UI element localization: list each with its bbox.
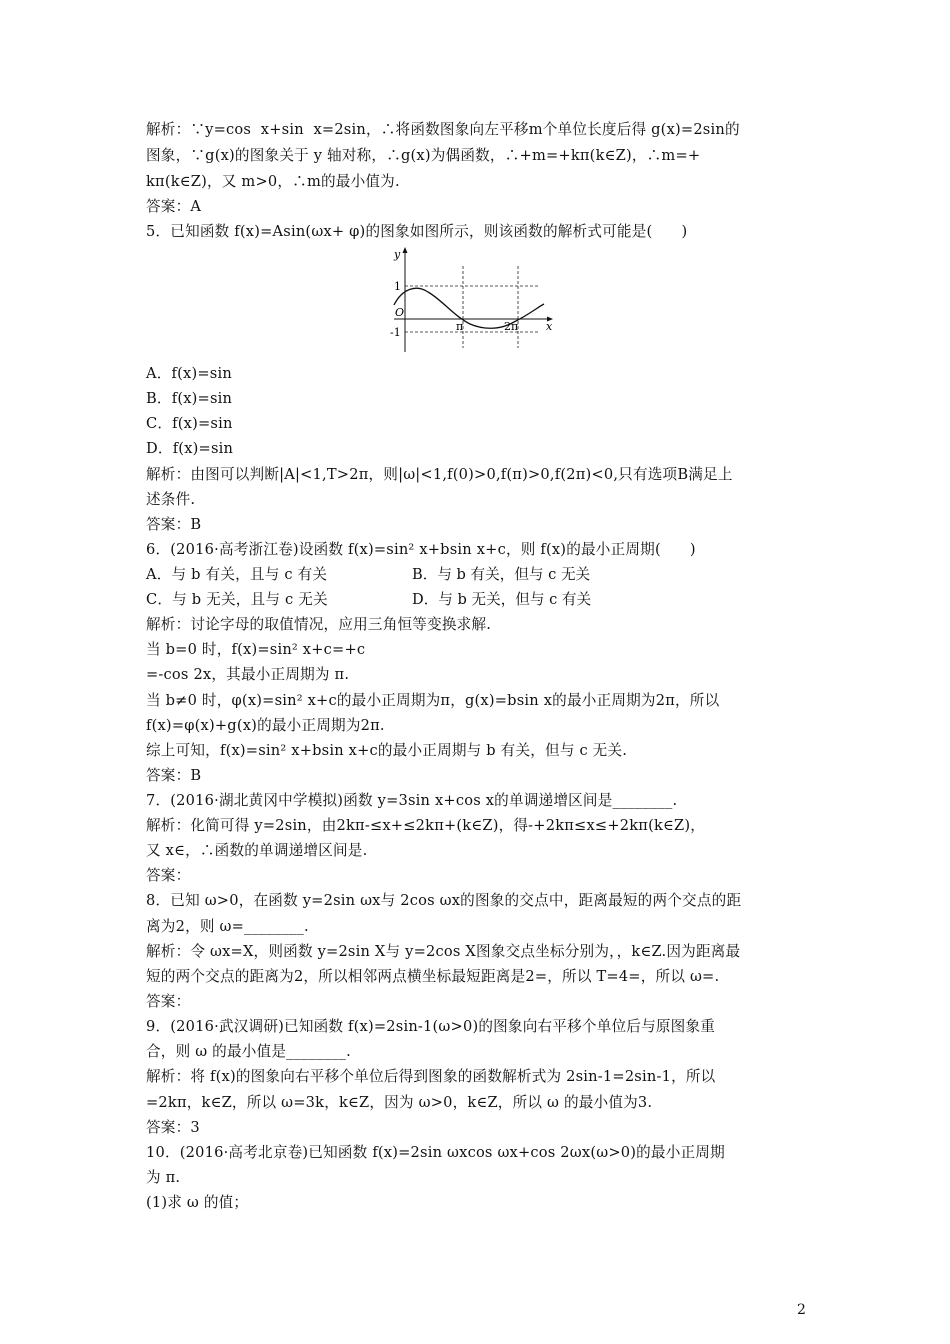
text-line: 图象，∵g(x)的图象关于 y 轴对称，∴g(x)为偶函数，∴+m=+kπ(k∈Z)，∴m=+	[146, 147, 701, 164]
text-line: 又 x∈，∴函数的单调递增区间是.	[146, 842, 368, 859]
question-6: 6．(2016·高考浙江卷)设函数 f(x)=sin² x+bsin x+c，则 f(x)的最小正周期( )	[146, 541, 696, 558]
text-line: 答案：	[146, 867, 191, 884]
text-line: 解析：令 ωx=X，则函数 y=2sin X与 y=2cos X图象交点坐标分别为，，k∈Z.因为距离最	[146, 943, 741, 960]
option-c: C．与 b 无关，且与 c 无关	[146, 591, 328, 608]
sine-curve	[394, 288, 544, 328]
y-axis-label: y	[394, 248, 401, 261]
text-line: 答案：3	[146, 1119, 200, 1136]
question-8: 8．已知 ω>0，在函数 y=2sin ωx与 2cos ωx的图象的交点中，距离最短的两个交点的距	[146, 892, 742, 909]
question-9: 9．(2016·武汉调研)已知函数 f(x)=2sin-1(ω>0)的图象向右平移个单位后与原图象重	[146, 1018, 716, 1035]
text-line: 解析：∵y=cos x+sin x=2sin，∴将函数图象向左平移m个单位长度后得 g(x)=2sin的	[146, 121, 740, 138]
sine-graph-figure	[380, 244, 560, 356]
text-line: (1)求 ω 的值；	[146, 1194, 249, 1211]
page-number: 2	[797, 1302, 806, 1318]
text-line: 合，则 ω 的最小值是________.	[146, 1043, 351, 1060]
text-line: 为 π.	[146, 1169, 181, 1186]
text-line: 答案：B	[146, 516, 202, 533]
option-b: B．f(x)=sin	[146, 390, 233, 407]
x-axis-label: x	[546, 320, 553, 333]
origin-label: O	[395, 306, 405, 319]
question-10: 10．(2016·高考北京卷)已知函数 f(x)=2sin ωxcos ωx+cos 2ωx(ω>0)的最小正周期	[146, 1144, 725, 1161]
text-line: 解析：化简可得 y=2sin，由2kπ-≤x+≤2kπ+(k∈Z)，得-+2kπ≤x≤+2kπ(k∈Z)，	[146, 817, 706, 834]
text-line: 答案：B	[146, 767, 202, 784]
text-line: 答案：	[146, 993, 191, 1010]
question-7: 7．(2016·湖北黄冈中学模拟)函数 y=3sin x+cos x的单调递增区间是________.	[146, 792, 678, 809]
text-line: 当 b≠0 时，φ(x)=sin² x+c的最小正周期为π，g(x)=bsin x的最小正周期为2π，所以	[146, 692, 720, 709]
tick-label-neg-1: -1	[390, 326, 401, 339]
text-line: =2kπ，k∈Z，所以 ω=3k，k∈Z，因为 ω>0，k∈Z，所以 ω 的最小值为3.	[146, 1094, 653, 1111]
text-line: 解析：将 f(x)的图象向右平移个单位后得到图象的函数解析式为 2sin-1=2sin-1，所以	[146, 1068, 716, 1085]
option-d: D．f(x)=sin	[146, 440, 234, 457]
text-line: 答案：A	[146, 198, 202, 215]
option-a: A．与 b 有关，且与 c 有关	[146, 566, 328, 583]
tick-label-2pi: 2π	[504, 320, 519, 333]
option-c: C．f(x)=sin	[146, 415, 233, 432]
option-d: D．与 b 无关，但与 c 有关	[412, 591, 592, 608]
tick-label-pi: π	[456, 320, 464, 333]
text-line: 综上可知，f(x)=sin² x+bsin x+c的最小正周期与 b 有关，但与 c 无关.	[146, 742, 628, 759]
text-line: 述条件.	[146, 491, 196, 508]
text-line: 解析：讨论字母的取值情况，应用三角恒等变换求解.	[146, 616, 492, 633]
text-line: 离为2，则 ω=________.	[146, 918, 309, 935]
option-b: B．与 b 有关，但与 c 无关	[412, 566, 591, 583]
text-line: 解析：由图可以判断|A|<1,T>2π，则|ω|<1,f(0)>0,f(π)>0,f(2π)<0,只有选项B满足上	[146, 466, 733, 483]
text-line: 当 b=0 时，f(x)=sin² x+c=+c	[146, 641, 366, 658]
text-line: kπ(k∈Z)，又 m>0，∴m的最小值为.	[146, 173, 400, 190]
text-line: 短的两个交点的距离为2，所以相邻两点横坐标最短距离是2=，所以 T=4=，所以 ω=.	[146, 968, 720, 985]
option-a: A．f(x)=sin	[146, 365, 232, 382]
question-5: 5．已知函数 f(x)=Asin(ωx+ φ)的图象如图所示，则该函数的解析式可能是( )	[146, 223, 688, 240]
y-axis-arrow	[403, 247, 408, 253]
text-line: f(x)=φ(x)+g(x)的最小正周期为2π.	[146, 717, 385, 734]
text-line: =-cos 2x，其最小正周期为 π.	[146, 666, 350, 683]
tick-label-1: 1	[394, 280, 401, 293]
